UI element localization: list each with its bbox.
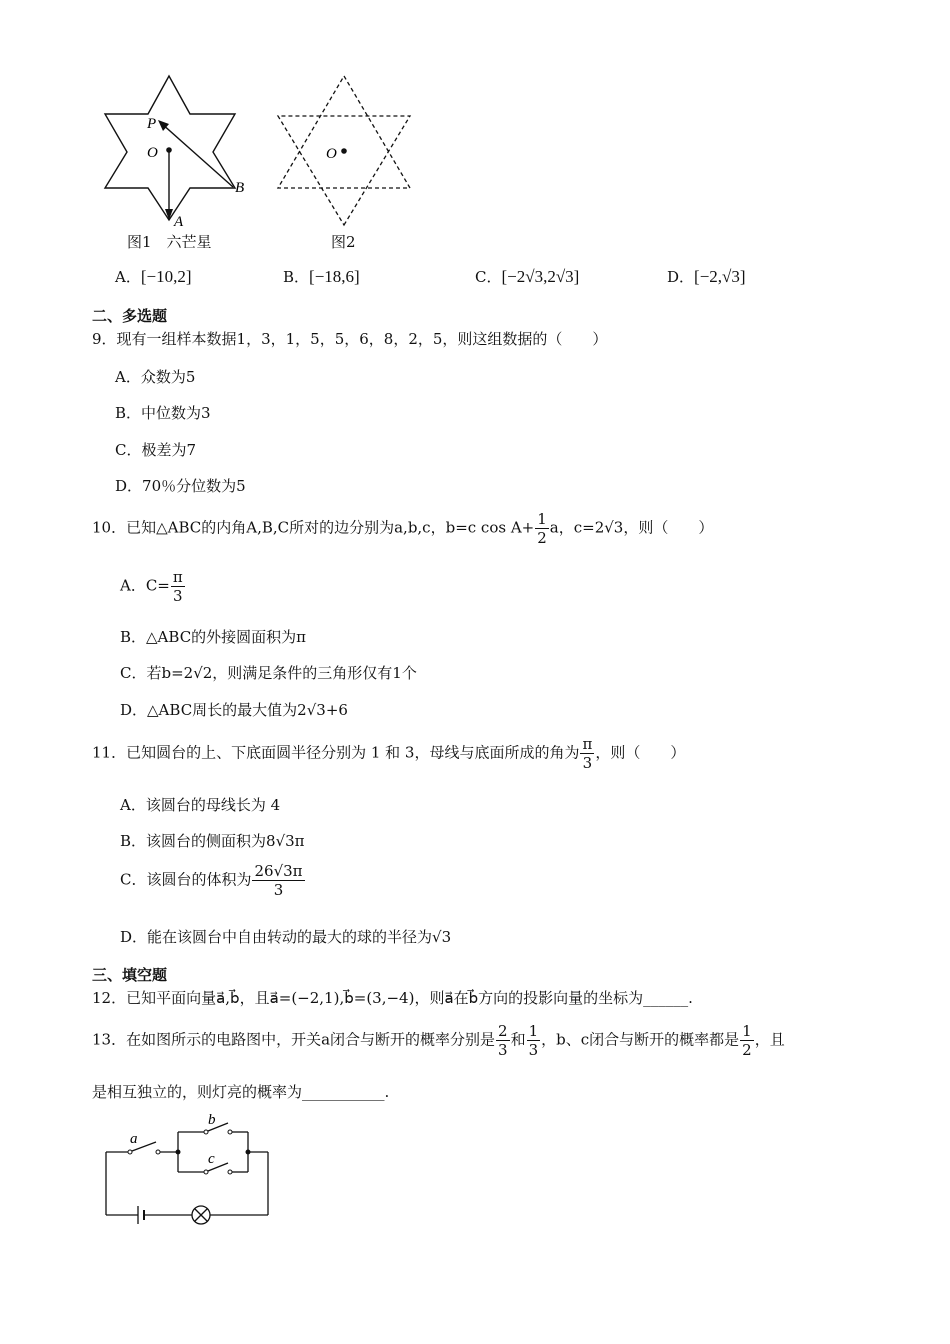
label-A: A: [174, 214, 184, 230]
q8-option-b: B．[−18,6]: [283, 267, 360, 286]
fraction-one-half: $\frac{1}{2}$: [537, 510, 547, 547]
q10-option-d: D．△ABC周长的最大值为2√3+6: [120, 701, 348, 719]
q8-option-a: A．[−10,2]: [115, 267, 192, 286]
fraction-one-third: $\frac{1}{3}$: [528, 1022, 539, 1059]
q10-option-b: B．△ABC的外接圆面积为π: [120, 628, 307, 646]
section-heading-multiple-choice: 二、多选题: [92, 307, 168, 325]
q10-stem: 10．已知△ABC的内角A,B,C所对的边分别为a,b,c，b=c cos A+ $\frac{1}{2}$ a，c=2√3，则（ ）: [92, 510, 714, 547]
q11-option-b: B．该圆台的侧面积为8√3π: [120, 832, 305, 850]
figure-2-caption: 图2: [331, 233, 356, 251]
hexagram-figure-1: [95, 70, 255, 230]
fraction-two-thirds: $\frac{2}{3}$: [498, 1022, 508, 1059]
q12-stem: 12．已知平面向量a⃗,b⃗，且a⃗=(−2,1),b⃗=(3,−4)，则a⃗在b⃗方向的投影向量的坐标为______.: [92, 989, 693, 1007]
label-a: a: [130, 1131, 138, 1147]
q11-option-d: D．能在该圆台中自由转动的最大的球的半径为√3: [120, 928, 452, 946]
q10-option-a: A．C= $\frac{\pi}{3}$: [120, 568, 183, 605]
q9-option-b: B．中位数为3: [115, 404, 211, 422]
section-heading-fill-in: 三、填空题: [92, 966, 168, 984]
label-b: b: [208, 1112, 216, 1128]
triangle-down-dashed: [278, 116, 410, 225]
q13-stem-line2: 是相互独立的，则灯亮的概率为___________.: [92, 1083, 390, 1101]
q9-option-a: A．众数为5: [115, 368, 196, 386]
q11-option-c: C．该圆台的体积为 $\frac{26√3\pi}{3}$: [120, 862, 303, 899]
label-B: B: [235, 180, 245, 196]
q9-stem: 9．现有一组样本数据1，3，1，5，5，6，8，2，5，则这组数据的（ ）: [92, 330, 608, 348]
q10-option-c: C．若b=2√2，则满足条件的三角形仅有1个: [120, 664, 417, 682]
q8-option-c: C．[−2√3,2√3]: [475, 267, 580, 286]
hexagram-figure-2: [272, 70, 417, 230]
q11-stem: 11．已知圆台的上、下底面圆半径分别为 1 和 3，母线与底面所成的角为 $\frac{\pi}{3}$ ，则（ ）: [92, 735, 686, 772]
label-O: O: [147, 145, 158, 161]
fraction-pi-over-3: $\frac{\pi}{3}$: [582, 735, 593, 772]
label-P: P: [147, 116, 157, 132]
fraction-one-half: $\frac{1}{2}$: [742, 1022, 752, 1059]
point-O: [341, 148, 347, 154]
q9-option-c: C．极差为7: [115, 441, 197, 459]
figure-1-caption: 图1 六芒星: [127, 233, 212, 251]
point-O: [166, 147, 172, 153]
lamp-icon: [192, 1206, 210, 1224]
fraction-volume: $\frac{26√3\pi}{3}$: [254, 862, 303, 899]
label-O: O: [326, 146, 337, 162]
q13-stem-line1: 13．在如图所示的电路图中，开关a闭合与断开的概率分别是 $\frac{2}{3}$ 和 $\frac{1}{3}$ ，b、c闭合与断开的概率都是 $\frac{1}{2}$ ，且: [92, 1022, 785, 1059]
label-c: c: [208, 1151, 215, 1167]
q8-option-d: D．[−2,√3]: [667, 267, 746, 286]
q9-option-d: D．70％分位数为5: [115, 477, 246, 495]
vector-BP: [161, 123, 233, 187]
fraction-pi-over-3: $\frac{\pi}{3}$: [172, 568, 183, 605]
circuit-diagram: [100, 1110, 280, 1230]
q11-option-a: A．该圆台的母线长为 4: [120, 796, 281, 814]
triangle-up-dashed: [278, 76, 410, 188]
